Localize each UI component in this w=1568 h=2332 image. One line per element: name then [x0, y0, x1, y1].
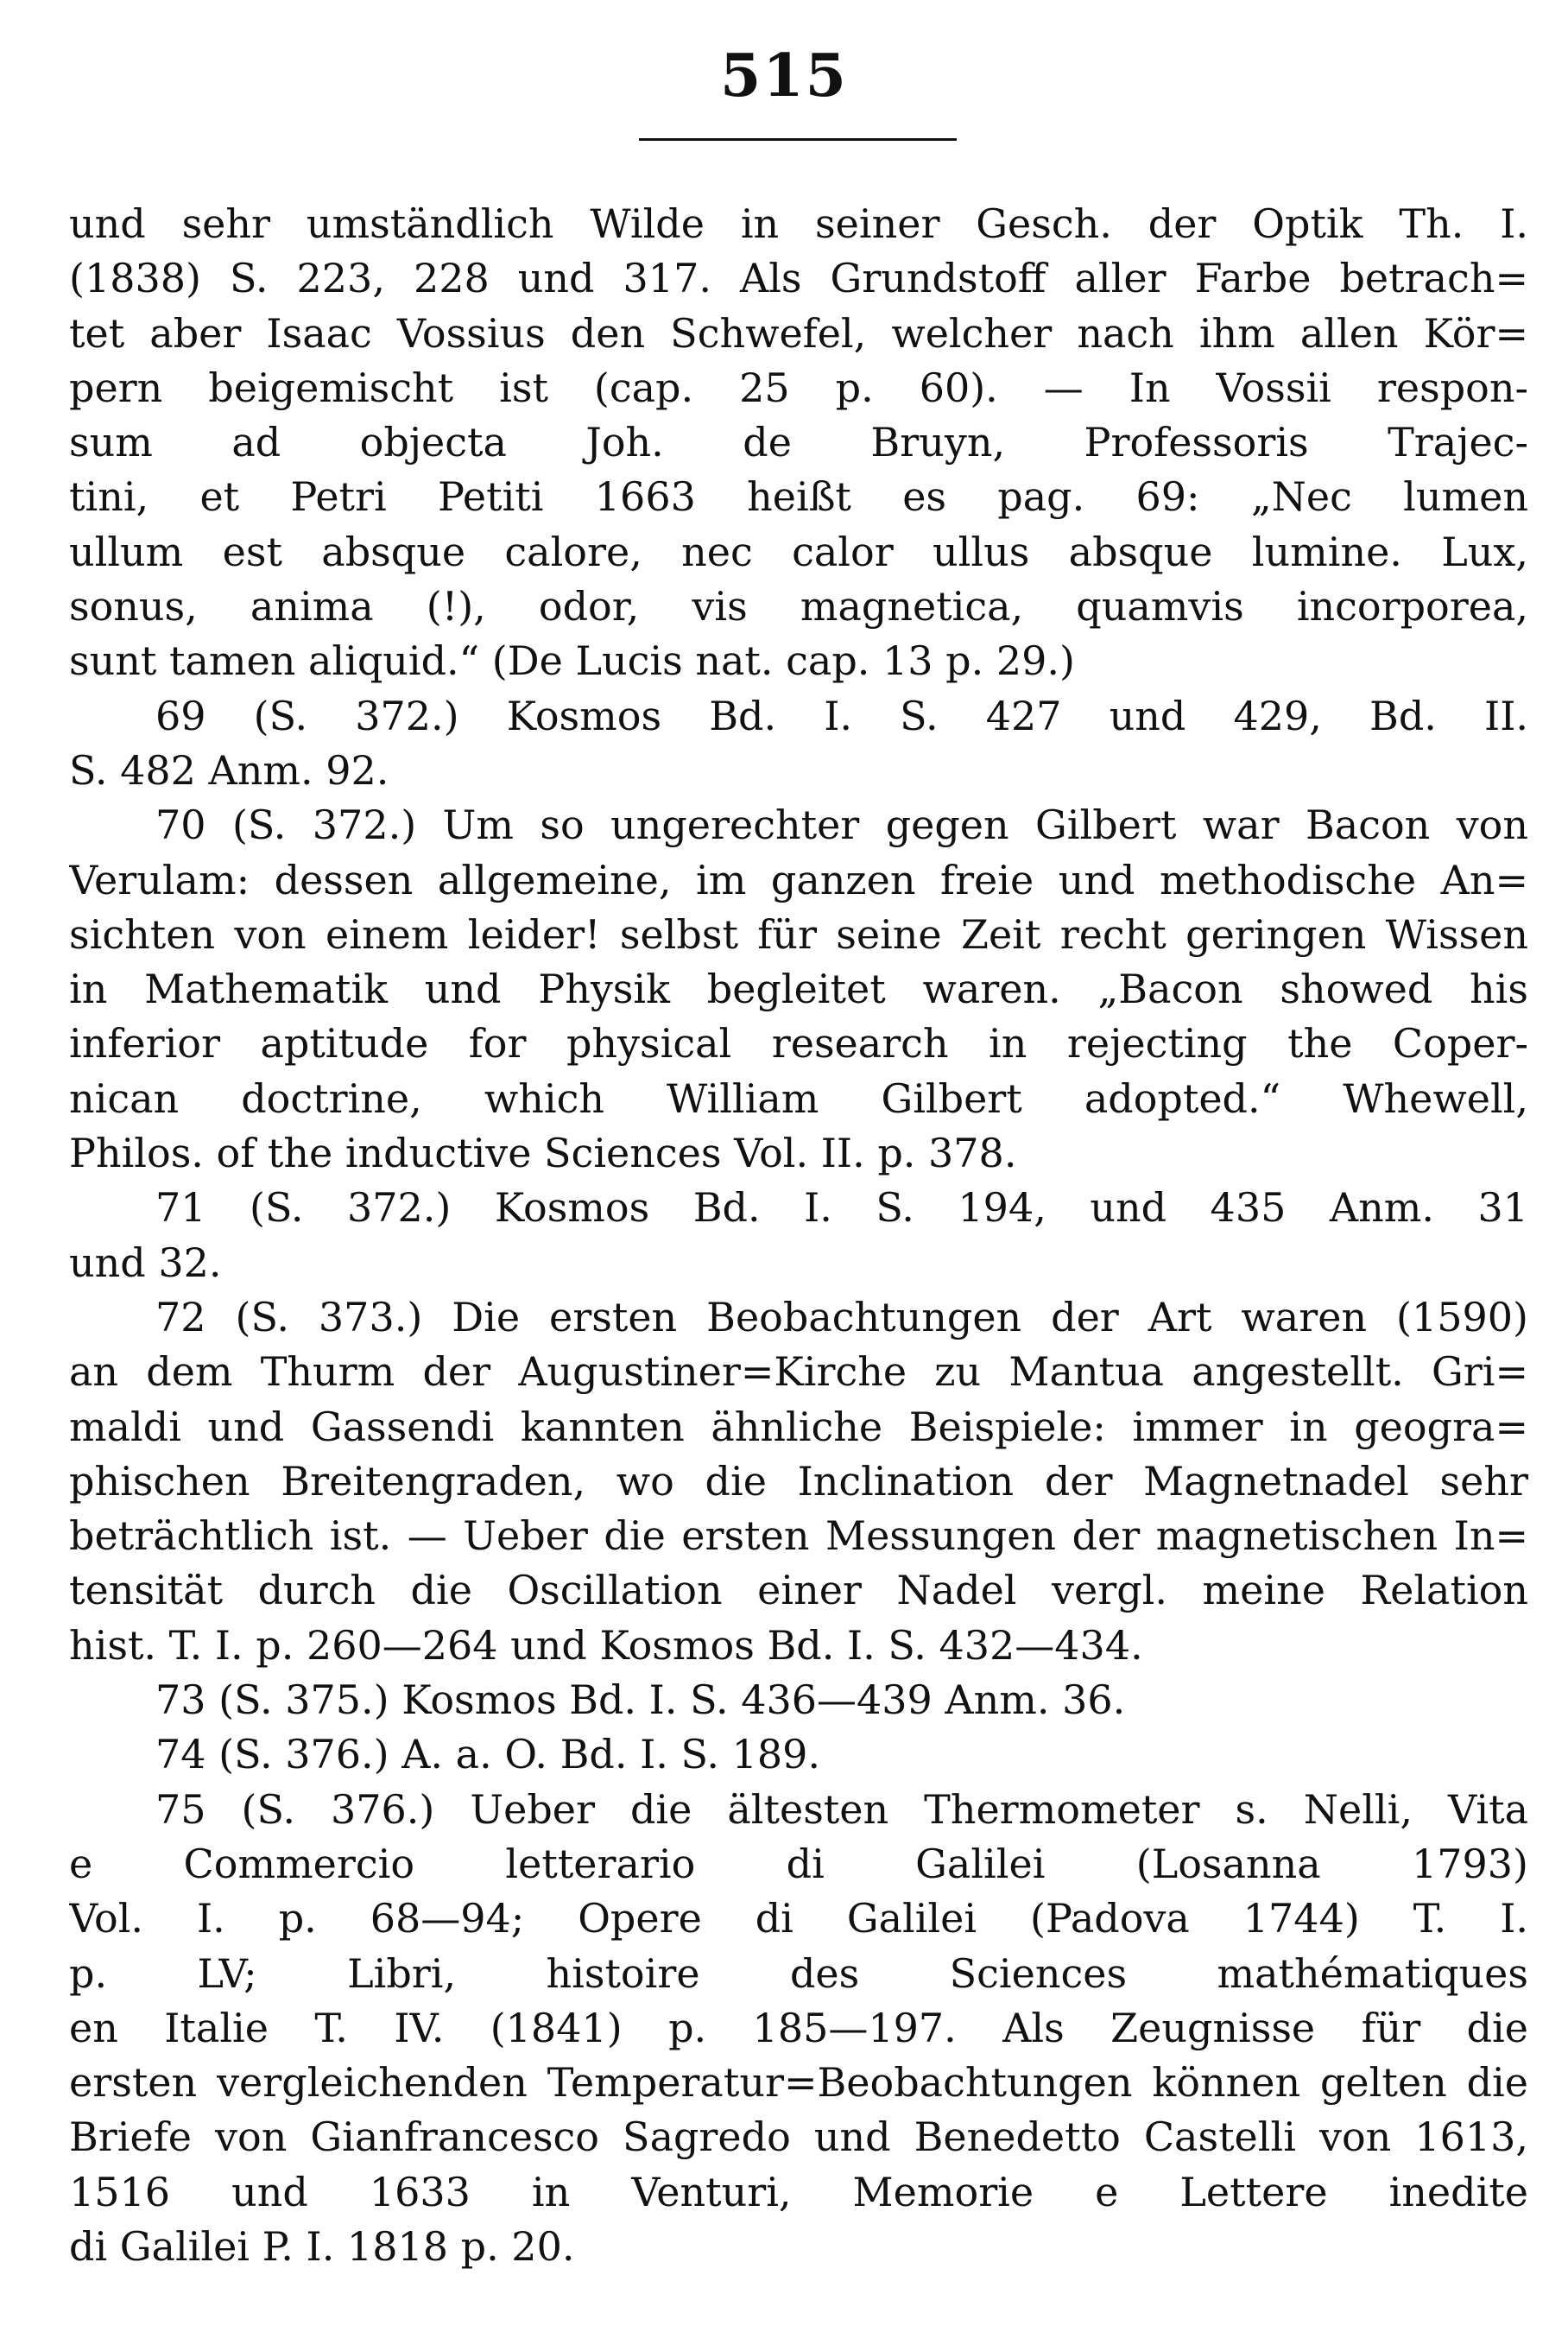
header-rule — [639, 138, 957, 141]
text-line: di Galilei P. I. 1818 p. 20. — [69, 2222, 575, 2270]
text-line: Verulam: dessen allgemeine, im ganzen freie und methodische An= — [69, 856, 1528, 903]
text-line: Philos. of the inductive Sciences Vol. II. p. 378. — [69, 1130, 1017, 1177]
text-line: S. 482 Anm. 92. — [69, 746, 389, 794]
text-line: und 32. — [69, 1239, 222, 1286]
text-line: sunt tamen aliquid.“ (De Lucis nat. cap. 13 p. 29.) — [69, 637, 1075, 685]
text-line: sum ad objecta Joh. de Bruyn, Professoris Trajec- — [69, 419, 1528, 466]
text-line: beträchtlich ist. — Ueber die ersten Messungen der magnetischen In= — [69, 1512, 1528, 1560]
text-line: e Commercio letterario di Galilei (Losanna 1793) — [69, 1840, 1528, 1887]
text-line: (1838) S. 223, 228 und 317. Als Grundstoff aller Farbe betrach= — [69, 255, 1528, 302]
text-line: und sehr umständlich Wilde in seiner Gesch. der Optik Th. I. — [69, 200, 1528, 247]
text-line: sichten von einem leider! selbst für seine Zeit recht geringen Wissen — [69, 910, 1528, 958]
text-line: pern beigemischt ist (cap. 25 p. 60). — In Vossii respon- — [69, 364, 1528, 411]
text-line: nican doctrine, which William Gilbert adopted.“ Whewell, — [69, 1074, 1528, 1122]
footnotes-text — [69, 197, 1528, 2274]
footnote-73-line: 73 (S. 375.) Kosmos Bd. I. S. 436—439 Anm. 36. — [155, 1676, 1126, 1724]
text-line: Vol. I. p. 68—94; Opere di Galilei (Padova 1744) T. I. — [69, 1895, 1528, 1942]
footnote-75-line: 75 (S. 376.) Ueber die ältesten Thermometer s. Nelli, Vita — [155, 1785, 1528, 1833]
text-line: an dem Thurm der Augustiner=Kirche zu Mantua angestellt. Gri= — [69, 1348, 1528, 1396]
text-line: tensität durch die Oscillation einer Nadel vergl. meine Relation — [69, 1567, 1528, 1614]
text-line: tet aber Isaac Vossius den Schwefel, welcher nach ihm allen Kör= — [69, 309, 1528, 357]
text-line: en Italie T. IV. (1841) p. 185—197. Als Zeugnisse für die — [69, 2004, 1528, 2051]
text-line: hist. T. I. p. 260—264 und Kosmos Bd. I. S. 432—434. — [69, 1621, 1143, 1669]
text-line: in Mathematik und Physik begleitet waren. „Bacon showed his — [69, 966, 1528, 1013]
text-line: tini, et Petri Petiti 1663 heißt es pag. 69: „Nec lumen — [69, 473, 1528, 521]
text-line: p. LV; Libri, histoire des Sciences mathématiques — [69, 1949, 1528, 1997]
text-line: sonus, anima (!), odor, vis magnetica, quamvis incorporea, — [69, 583, 1528, 631]
text-line: ersten vergleichenden Temperatur=Beobachtungen können gelten die — [69, 2059, 1528, 2107]
text-line: Briefe von Gianfrancesco Sagredo und Benedetto Castelli von 1613, — [69, 2113, 1528, 2161]
footnote-72-line: 72 (S. 373.) Die ersten Beobachtungen der Art waren (1590) — [155, 1293, 1528, 1340]
footnote-71-line: 71 (S. 372.) Kosmos Bd. I. S. 194, und 435 Anm. 31 — [155, 1184, 1528, 1232]
footnote-70-line: 70 (S. 372.) Um so ungerechter gegen Gilbert war Bacon von — [155, 802, 1528, 849]
page-number: 515 — [720, 41, 848, 111]
text-line: ullum est absque calore, nec calor ullus absque lumine. Lux, — [69, 528, 1528, 575]
text-line: inferior aptitude for physical research in rejecting the Coper- — [69, 1020, 1528, 1068]
footnote-74-line: 74 (S. 376.) A. a. O. Bd. I. S. 189. — [155, 1731, 821, 1778]
text-line: 1516 und 1633 in Venturi, Memorie e Lettere inedite — [69, 2168, 1528, 2215]
text-line: maldi und Gassendi kannten ähnliche Beispiele: immer in geogra= — [69, 1403, 1528, 1450]
text-line: phischen Breitengraden, wo die Inclination der Magnetnadel sehr — [69, 1457, 1528, 1505]
footnote-69-line: 69 (S. 372.) Kosmos Bd. I. S. 427 und 429, Bd. II. — [155, 692, 1528, 739]
